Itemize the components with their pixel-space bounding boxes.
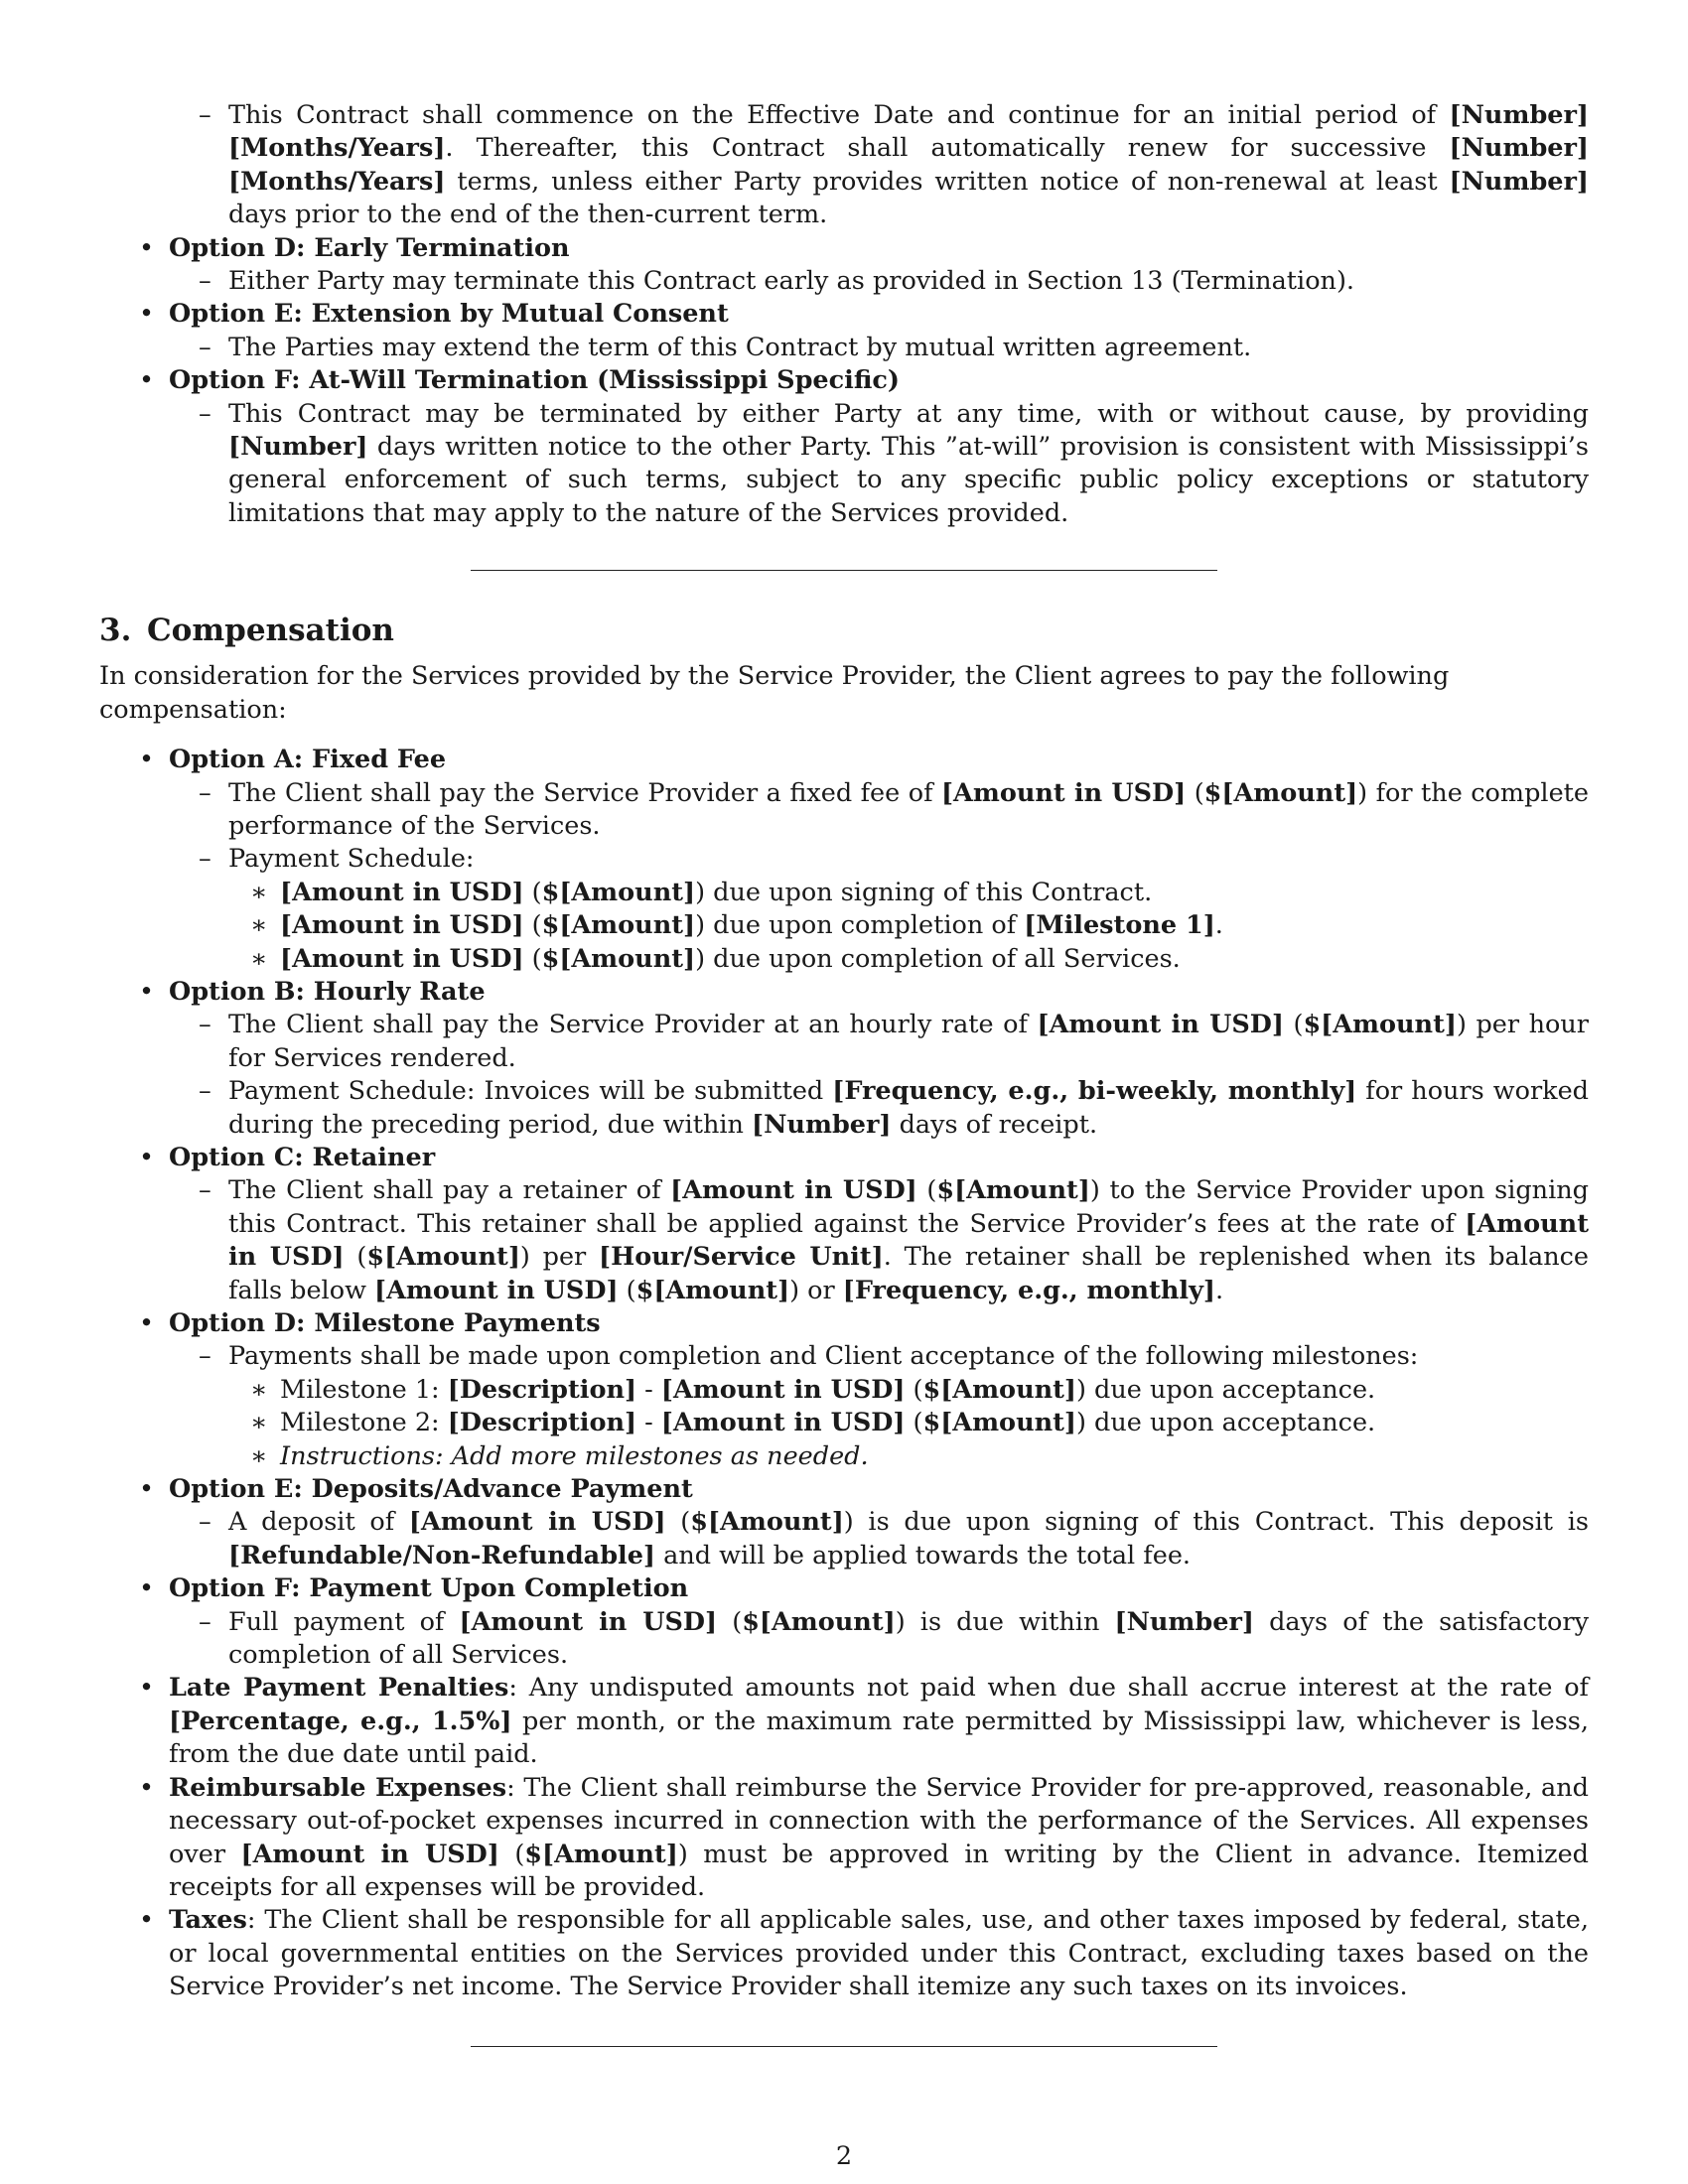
term-renewal-clause: – This Contract shall commence on the Effective Date and continue for an initial period of [Number] [Months/Years]. Thereafter, this Contract shall automatically renew for successive [Number] [Months/Years] terms, unless either Party provides written notice of non-renewal at least [Number] days prior to the end of the then-current term.	[228, 99, 1589, 232]
term-options-list	[99, 232, 1589, 531]
option-f	[169, 1572, 1589, 1605]
compensation-options-list	[99, 744, 1589, 2003]
option-e-deposit: – A deposit of [Amount in USD] ($[Amount]) is due upon signing of this Contract. This deposit is [Refundable/Non-Refundable] and will be applied towards the total fee.	[228, 1506, 1589, 1572]
section-divider	[471, 570, 1217, 571]
section-divider	[471, 2046, 1217, 2047]
schedule-item: ∗ [Amount in USD] ($[Amount]) due upon completion of all Services.	[280, 943, 1589, 976]
option-title: Option E: Deposits/Advance Payment	[169, 1474, 693, 1505]
late-payment-penalties: • Late Payment Penalties: Any undisputed amounts not paid when due shall accrue interest at the rate of [Percentage, e.g., 1.5%] per month, or the maximum rate permitted by Mississippi law, whichever is less, from the due date until paid.	[169, 1672, 1589, 1771]
term-option-e-detail: – The Parties may extend the term of this Contract by mutual written agreement.	[228, 332, 1589, 364]
term-option-d-detail: – Either Party may terminate this Contract early as provided in Section 13 (Termination).	[228, 265, 1589, 298]
option-a-fee: – The Client shall pay the Service Provider a fixed fee of [Amount in USD] ($[Amount]) for the complete performance of the Services.	[228, 777, 1589, 844]
option-a-schedule-label: – Payment Schedule:	[228, 843, 1589, 876]
section-heading-compensation	[99, 611, 1589, 650]
section-number: 3.	[99, 613, 132, 649]
option-title: Option C: Retainer	[169, 1142, 436, 1172]
option-c	[169, 1142, 1589, 1174]
option-title: Option F: Payment Upon Completion	[169, 1573, 689, 1604]
option-d	[169, 1307, 1589, 1340]
page-number: 2	[835, 2141, 853, 2171]
term-option-d	[169, 232, 1589, 265]
term-option-f-detail: – This Contract may be terminated by either Party at any time, with or without cause, by providing [Number] days written notice to the other Party. This ”at-will” provision is consistent with Mississippi’s general enforcement of such terms, subject to any specific public policy exceptions or statutory limitations that may apply to the nature of the Services provided.	[228, 398, 1589, 531]
option-b-schedule: – Payment Schedule: Invoices will be submitted [Frequency, e.g., bi-weekly, monthly] for hours worked during the preceding period, due within [Number] days of receipt.	[228, 1075, 1589, 1142]
reimbursable-expenses: • Reimbursable Expenses: The Client shall reimburse the Service Provider for pre-approved, reasonable, and necessary out-of-pocket expenses incurred in connection with the performance of the Services. All expenses over [Amount in USD] ($[Amount]) must be approved in writing by the Client in advance. Itemized receipts for all expenses will be provided.	[169, 1772, 1589, 1905]
option-title: Option A: Fixed Fee	[169, 745, 447, 775]
schedule-item: ∗ [Amount in USD] ($[Amount]) due upon completion of [Milestone 1].	[280, 909, 1589, 942]
option-title: Option E: Extension by Mutual Consent	[169, 299, 729, 330]
option-title: Option F: At-Will Termination (Mississippi Specific)	[169, 365, 901, 396]
milestone-item: ∗ Milestone 2: [Description] - [Amount in USD] ($[Amount]) due upon acceptance.	[280, 1407, 1589, 1439]
milestone-item: ∗ Milestone 1: [Description] - [Amount in USD] ($[Amount]) due upon acceptance.	[280, 1374, 1589, 1407]
document-page	[99, 99, 1589, 2047]
option-f-payment: – Full payment of [Amount in USD] ($[Amount]) is due within [Number] days of the satisfactory completion of all Services.	[228, 1606, 1589, 1673]
option-title: Option D: Milestone Payments	[169, 1308, 601, 1338]
option-b	[169, 976, 1589, 1009]
option-title: Option B: Hourly Rate	[169, 976, 486, 1007]
taxes: • Taxes: The Client shall be responsible for all applicable sales, use, and other taxes imposed by federal, state, or local governmental entities on the Services provided under this Contract, excluding taxes based on the Service Provider’s net income. The Service Provider shall itemize any such taxes on its invoices.	[169, 1904, 1589, 2003]
section-title: Compensation	[147, 613, 394, 649]
term-option-f	[169, 364, 1589, 397]
schedule-item: ∗ [Amount in USD] ($[Amount]) due upon signing of this Contract.	[280, 877, 1589, 909]
option-title: Option D: Early Termination	[169, 232, 570, 263]
option-d-intro: – Payments shall be made upon completion and Client acceptance of the following milestones:	[228, 1340, 1589, 1373]
compensation-intro: In consideration for the Services provided by the Service Provider, the Client agrees to pay the following compensation:	[99, 661, 1450, 725]
option-a	[169, 744, 1589, 776]
option-e	[169, 1473, 1589, 1506]
option-b-rate: – The Client shall pay the Service Provider at an hourly rate of [Amount in USD] ($[Amount]) per hour for Services rendered.	[228, 1009, 1589, 1075]
term-option-e	[169, 298, 1589, 331]
milestone-instructions: ∗ Instructions: Add more milestones as needed.	[280, 1440, 1589, 1473]
option-c-retainer: – The Client shall pay a retainer of [Amount in USD] ($[Amount]) to the Service Provider upon signing this Contract. This retainer shall be applied against the Service Provider’s fees at the rate of [Amount in USD] ($[Amount]) per [Hour/Service Unit]. The retainer shall be replenished when its balance falls below [Amount in USD] ($[Amount]) or [Frequency, e.g., monthly].	[228, 1174, 1589, 1307]
